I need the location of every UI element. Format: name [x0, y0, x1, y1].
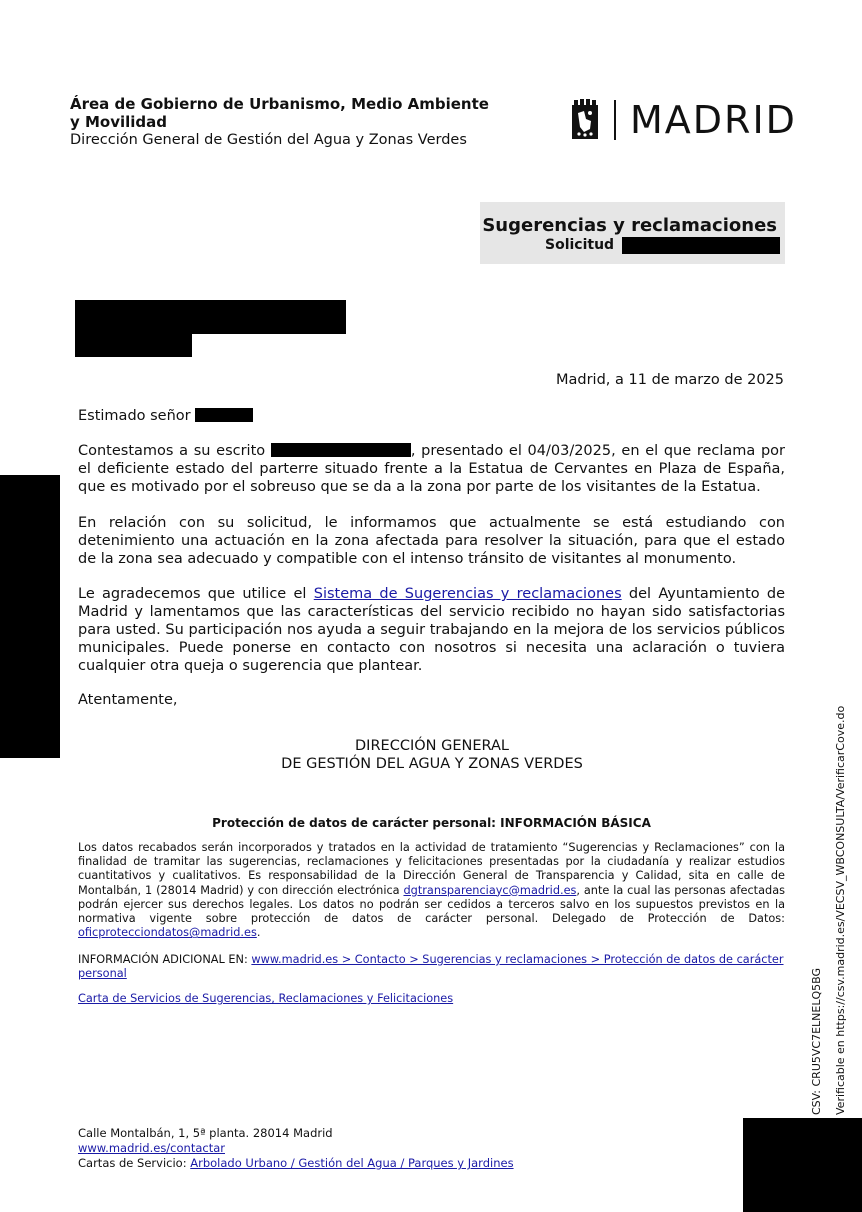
privacy-text-c: .: [256, 926, 261, 940]
footer-address: Calle Montalbán, 1, 5ª planta. 28014 Madrid: [78, 1126, 333, 1140]
additional-info-label: INFORMACIÓN ADICIONAL EN:: [78, 953, 248, 966]
letter-date: Madrid, a 11 de marzo de 2025: [556, 372, 784, 388]
privacy-email-link[interactable]: dgtransparenciayc@madrid.es: [403, 883, 577, 897]
footer-cartas-link[interactable]: Arbolado Urbano / Gestión del Agua / Parques y Jardines: [190, 1156, 514, 1170]
additional-info-link[interactable]: www.madrid.es > Contacto > Sugerencias y reclamaciones > Protección de datos de carácter personal: [78, 953, 784, 980]
paragraph-3: [78, 585, 785, 675]
greeting: [78, 408, 253, 424]
privacy-text-b: , ante la cual las personas afectadas podrán ejercer sus derechos legales. Los datos no podrán ser cedidos a terceros salvo en los supuestos previstos en la normativa vigente sobre protección de datos de carácter personal. Delegado de Protección de Datos:: [78, 883, 786, 926]
madrid-logo: [570, 98, 797, 142]
paragraph-3-end: del Ayuntamiento de Madrid y lamentamos que las características del servicio recibido no hayan sido satisfactorias para usted. Su participación nos ayuda a seguir trabajando en la mejora de los servicios públicos municipales. Puede ponerse en contacto con nosotros si necesita una aclaración o tuviera cualquier otra queja o sugerencia que plantear.: [78, 586, 786, 674]
privacy-title: Protección de datos de carácter personal: INFORMACIÓN BÁSICA: [212, 816, 651, 830]
dpo-email-link[interactable]: oficprotecciondatos@madrid.es: [78, 926, 257, 940]
redacted-margin-block: [0, 475, 60, 758]
closing: Atentamente,: [78, 692, 178, 708]
footer-cartas-label: Cartas de Servicio:: [78, 1156, 187, 1170]
paragraph-1-start: Contestamos a su escrito: [78, 443, 266, 459]
paragraph-2: En relación con su solicitud, le informamos que actualmente se está estudiando con detenimiento una actuación en la zona afectada para resolver la situación, para que el estado de la zona sea adecuado y compatible con el intenso tránsito de visitantes al monumento.: [78, 515, 785, 567]
verification-url: Verificable en https://csv.madrid.es/VECSV_WBCONSULTA/VerificarCove.do: [834, 705, 847, 1115]
signature-line-1: DIRECCIÓN GENERAL: [355, 738, 509, 754]
service-charter-link[interactable]: Carta de Servicios de Sugerencias, Reclamaciones y Felicitaciones: [78, 992, 454, 1005]
paragraph-1-end: , presentado el 04/03/2025, en el que reclama por el deficiente estado del parterre situado frente a la Estatua de Cervantes en Plaza de España, que es motivado por el sobreuso que se da a la zona por parte de los visitantes de la Estatua.: [78, 443, 786, 495]
csv-code: CSV: CRU5VC7ELNELQ5BG: [810, 968, 823, 1115]
paragraph-3-start: Le agradecemos que utilice el: [78, 586, 307, 602]
privacy-text: [78, 841, 785, 940]
suggestions-system-link[interactable]: Sistema de Sugerencias y reclamaciones: [313, 586, 622, 602]
redacted-reference: [271, 443, 411, 457]
redacted-surname: [195, 408, 253, 422]
footer-contact-link[interactable]: www.madrid.es/contactar: [78, 1141, 225, 1155]
redacted-request-id: [622, 237, 780, 254]
logo-wordmark: MADRID: [630, 98, 797, 142]
redacted-recipient-name: [75, 300, 346, 334]
additional-info: [78, 953, 785, 981]
footer: [78, 1126, 514, 1171]
footer-cartas: [78, 1156, 514, 1171]
paragraph-1: [78, 442, 785, 496]
privacy-text-a: Los datos recabados serán incorporados y tratados en la actividad de tratamiento “Sugerencias y Reclamaciones” con la finalidad de tramitar las sugerencias, reclamaciones y felicitaciones presentadas por la ciudadanía y realizar estudios cuantitativos y cualitativos. Es responsabilidad de la Dirección General de Transparencia y Calidad, sita en calle de Montalbán, 1 (28014 Madrid) y con dirección electrónica: [78, 841, 785, 897]
greeting-text: Estimado señor: [78, 408, 191, 424]
header-direction: Dirección General de Gestión del Agua y Zonas Verdes: [70, 132, 467, 148]
document-title: Sugerencias y reclamaciones: [482, 215, 777, 236]
service-charter: [78, 992, 453, 1005]
logo-divider: [614, 100, 616, 140]
header-area-title: Área de Gobierno de Urbanismo, Medio Ambiente y Movilidad: [70, 95, 489, 131]
redacted-recipient-address: [75, 334, 192, 357]
madrid-crest-icon: [570, 99, 600, 141]
signature-line-2: DE GESTIÓN DEL AGUA Y ZONAS VERDES: [281, 756, 583, 772]
request-label: Solicitud: [545, 237, 615, 253]
title-box: [480, 202, 785, 264]
redacted-corner-block: [743, 1118, 862, 1212]
